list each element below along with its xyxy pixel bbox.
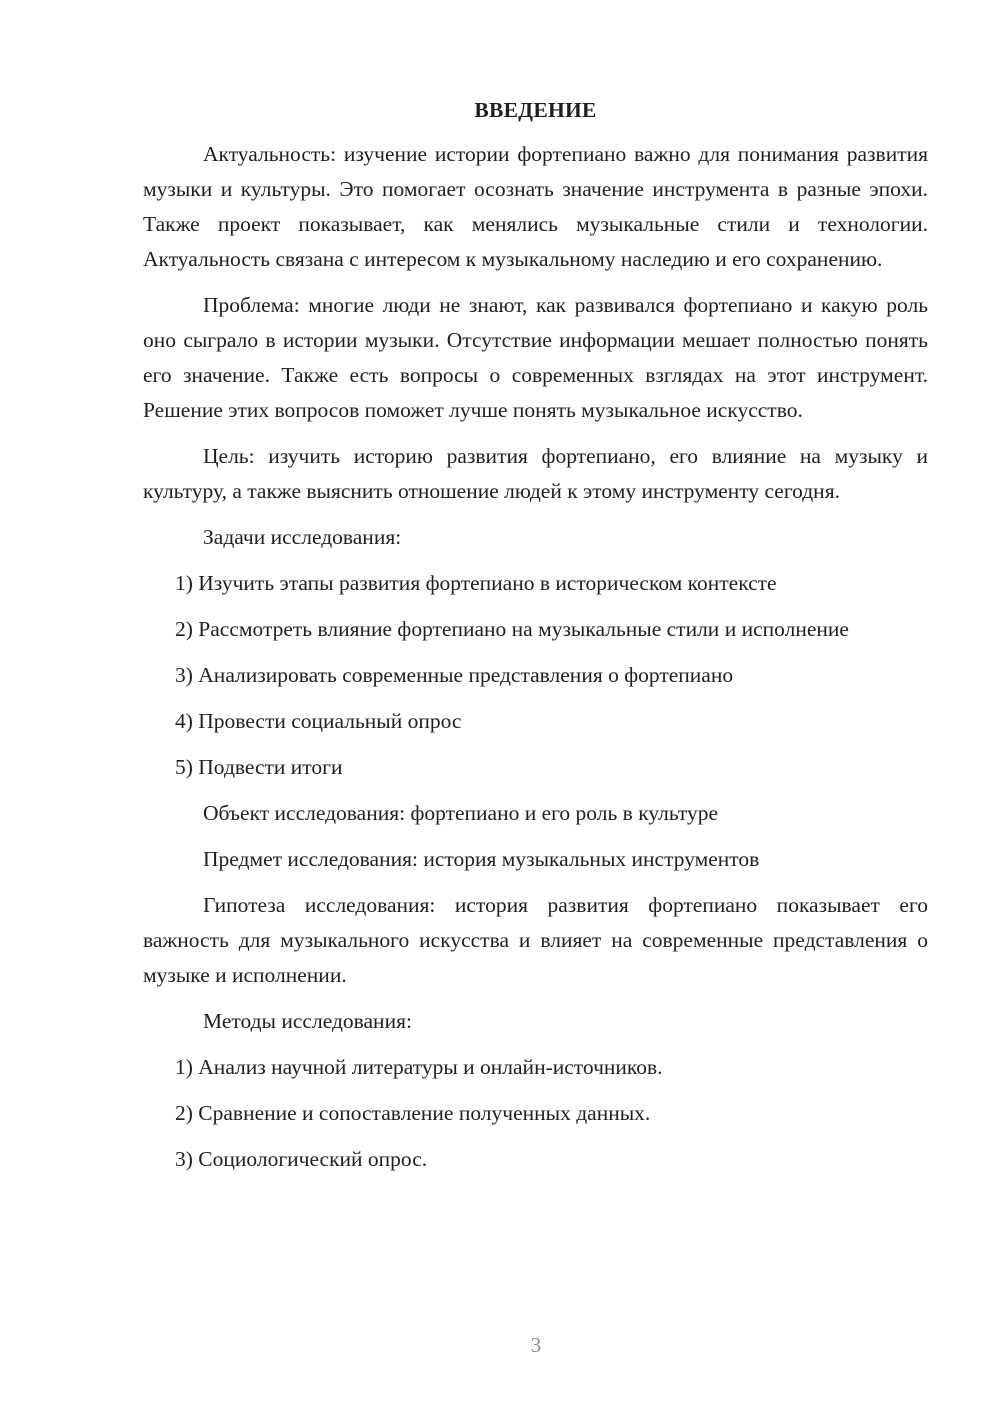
relevance-paragraph: Актуальность: изучение истории фортепиано важно для понимания развития музыки и культуры. Это помогает осознать значение инструмента в разные эпохи. Также проект показывает, как менялись музыкальные стили и технологии. Актуальность связана с интересом к музыкальному наследию и его сохранению. <box>143 142 928 271</box>
document-page <box>143 95 928 1188</box>
problem-paragraph: Проблема: многие люди не знают, как развивался фортепиано и какую роль оно сыграло в истории музыки. Отсутствие информации мешает полностью понять его значение. Также есть вопросы о современных взглядах на этот инструмент. Решение этих вопросов поможет лучше понять музыкальное искусство. <box>143 293 928 422</box>
method-item: 3) Социологический опрос. <box>175 1147 428 1171</box>
hypothesis-paragraph: Гипотеза исследования: история развития фортепиано показывает его важность для музыкального искусства и влияет на современные представления о музыке и исполнении. <box>143 893 928 987</box>
goal-paragraph: Цель: изучить историю развития фортепиано, его влияние на музыку и культуру, а также выяснить отношение людей к этому инструменту сегодня. <box>143 444 928 503</box>
page-number: 3 <box>530 1333 542 1357</box>
tasks-title: Задачи исследования: <box>203 525 402 549</box>
methods-list <box>143 1050 928 1177</box>
research-subject: Предмет исследования: история музыкальных инструментов <box>203 847 760 871</box>
task-item: 3) Анализировать современные представления о фортепиано <box>175 663 734 687</box>
task-item: 4) Провести социальный опрос <box>175 709 462 733</box>
method-item: 1) Анализ научной литературы и онлайн-источников. <box>175 1055 663 1079</box>
method-item: 2) Сравнение и сопоставление полученных данных. <box>175 1101 651 1125</box>
research-object: Объект исследования: фортепиано и его роль в культуре <box>203 801 719 825</box>
page-title: ВВЕДЕНИЕ <box>474 98 597 122</box>
task-item: 5) Подвести итоги <box>175 755 343 779</box>
methods-title: Методы исследования: <box>203 1009 412 1033</box>
task-item: 1) Изучить этапы развития фортепиано в историческом контексте <box>175 571 777 595</box>
tasks-list <box>143 566 928 785</box>
task-item: 2) Рассмотреть влияние фортепиано на музыкальные стили и исполнение <box>175 617 849 641</box>
